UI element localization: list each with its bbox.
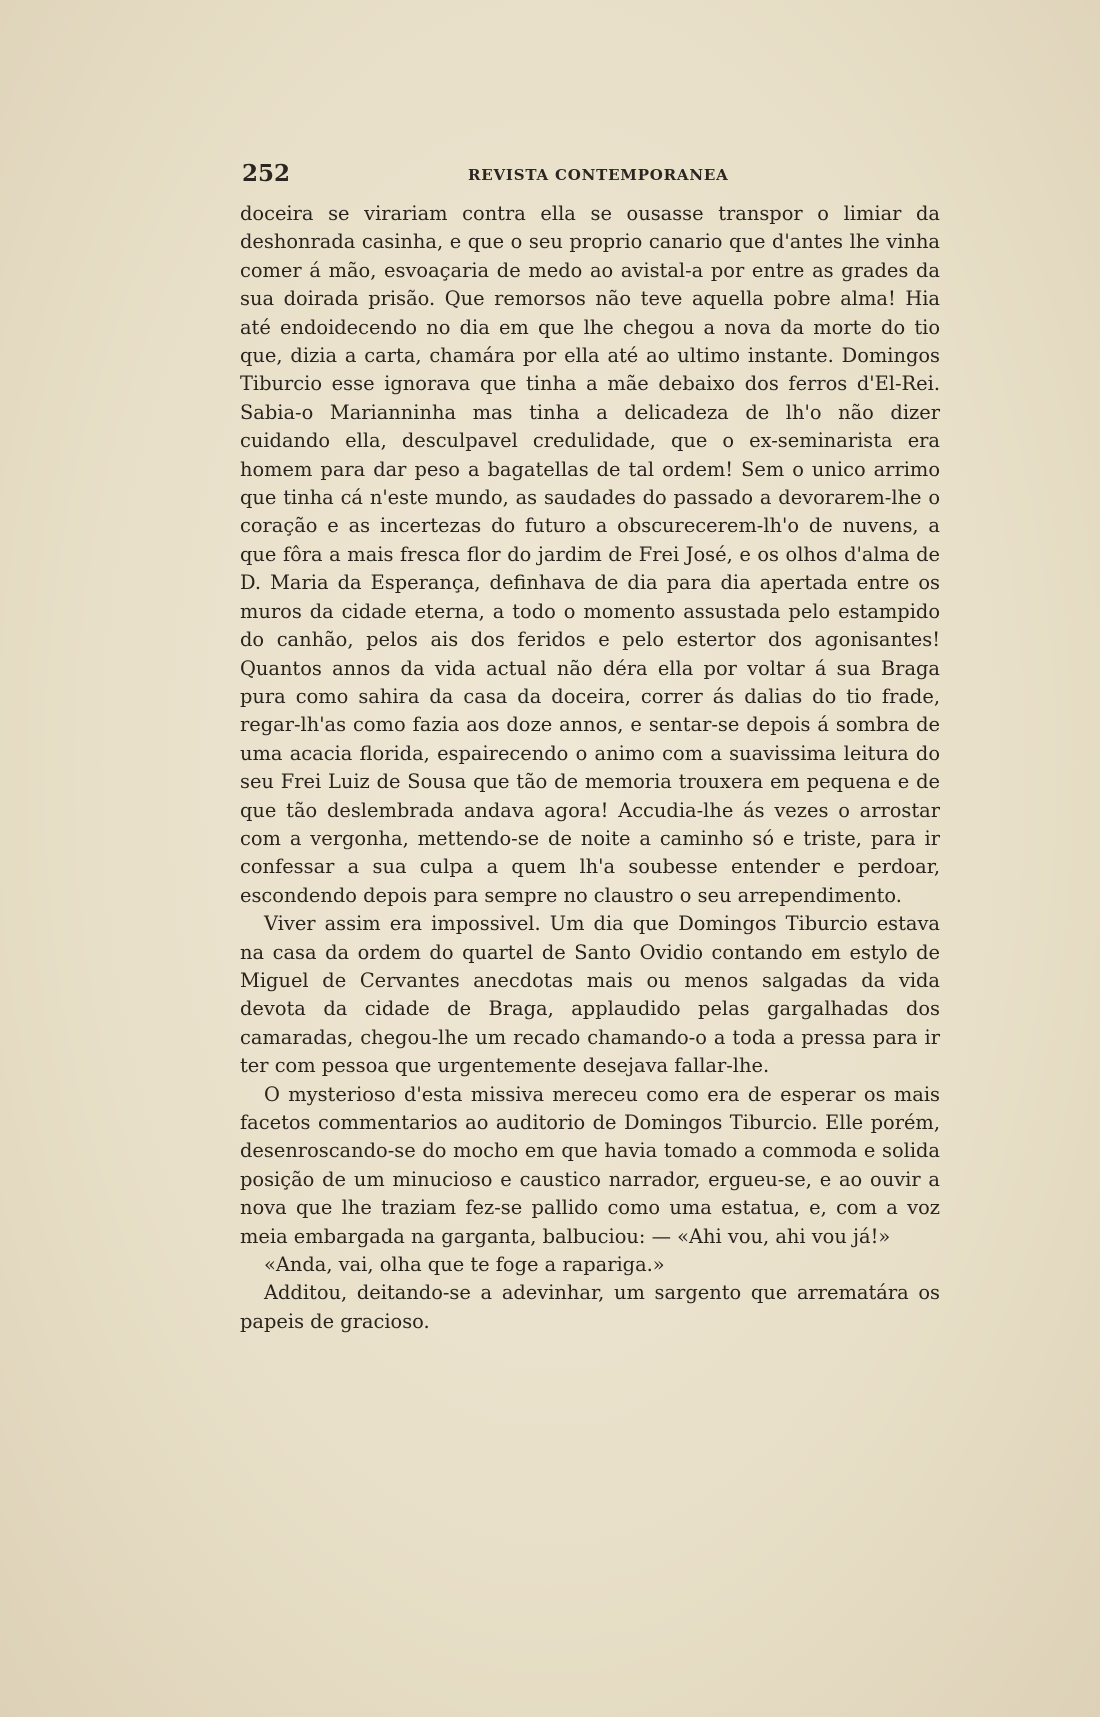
- page-number: 252: [242, 160, 291, 187]
- paragraph-quote: «Anda, vai, olha que te foge a rapariga.»: [264, 1253, 665, 1277]
- paragraph: Viver assim era impossivel. Um dia que Domingos Tiburcio estava na casa da ordem do quartel de Santo Ovidio contando em estylo de Miguel de Cervantes anecdotas mais ou menos salgadas da vida devota da cidade de Braga, applaudido pelas gargalhadas dos camaradas, chegou-lhe um recado chamando-o a toda a pressa para ir ter com pessoa que urgentemente desejava fallar-lhe.: [240, 912, 940, 1078]
- body-text: [240, 200, 940, 1336]
- paragraph: O mysterioso d'esta missiva mereceu como era de esperar os mais facetos commentarios ao auditorio de Domingos Tiburcio. Elle porém, desenroscando-se do mocho em que havia tomado a commoda e solida posição de um minucioso e caustico narrador, ergueu-se, e ao ouvir a nova que lhe traziam fez-se pallido como uma estatua, e, com a voz meia embargada na garganta, balbuciou: — «Ahi vou, ahi vou já!»: [240, 1082, 940, 1248]
- paragraph: Additou, deitando-se a adevinhar, um sargento que arrematára os papeis de gracioso.: [240, 1281, 940, 1333]
- paragraph-continued: doceira se virariam contra ella se ousasse transpor o limiar da deshonrada casinha, e que o seu proprio canario que d'antes lhe vinha comer á mão, esvoaçaria de medo ao avistal-a por entre as grades da sua doirada prisão. Que remorsos não teve aquella pobre alma! Hia até endoidecendo no dia em que lhe chegou a nova da morte do tio que, dizia a carta, chamára por ella até ao ultimo instante. Domingos Tiburcio esse ignorava que tinha a mãe debaixo dos ferros d'El-Rei. Sabia-o Marianninha mas tinha a delicadeza de lh'o não dizer cuidando ella, desculpavel credulidade, que o ex-seminarista era homem para dar peso a bagatellas de tal ordem! Sem o unico arrimo que tinha cá n'este mundo, as saudades do passado a devorarem-lhe o coração e as incertezas do futuro a obscurecerem-lh'o de nuvens, a que fôra a mais fresca flor do jardim de Frei José, e os olhos d'alma de D. Maria da Esperança, definhava de dia para dia apertada entre os muros da cidade eterna, a todo o momento assustada pelo estampido do canhão, pelos ais dos feridos e pelo estertor dos agonisantes! Quantos annos da vida actual não déra ella por voltar á sua Braga pura como sahira da casa da doceira, correr ás dalias do tio frade, regar-lh'as como fazia aos doze annos, e sentar-se depois á sombra de uma acacia florida, espairecendo o animo com a suavissima leitura do seu Frei Luiz de Sousa que tão de memoria trouxera em pequena e de que tão deslembrada andava agora! Accudia-lhe ás vezes o arrostar com a vergonha, mettendo-se de noite a caminho só e triste, para ir confessar a sua culpa a quem lh'a soubesse entender e perdoar, escondendo depois para sempre no claustro o seu arrependimento.: [240, 202, 940, 907]
- running-title: REVISTA CONTEMPORANEA: [468, 166, 729, 184]
- page-header: [242, 160, 942, 190]
